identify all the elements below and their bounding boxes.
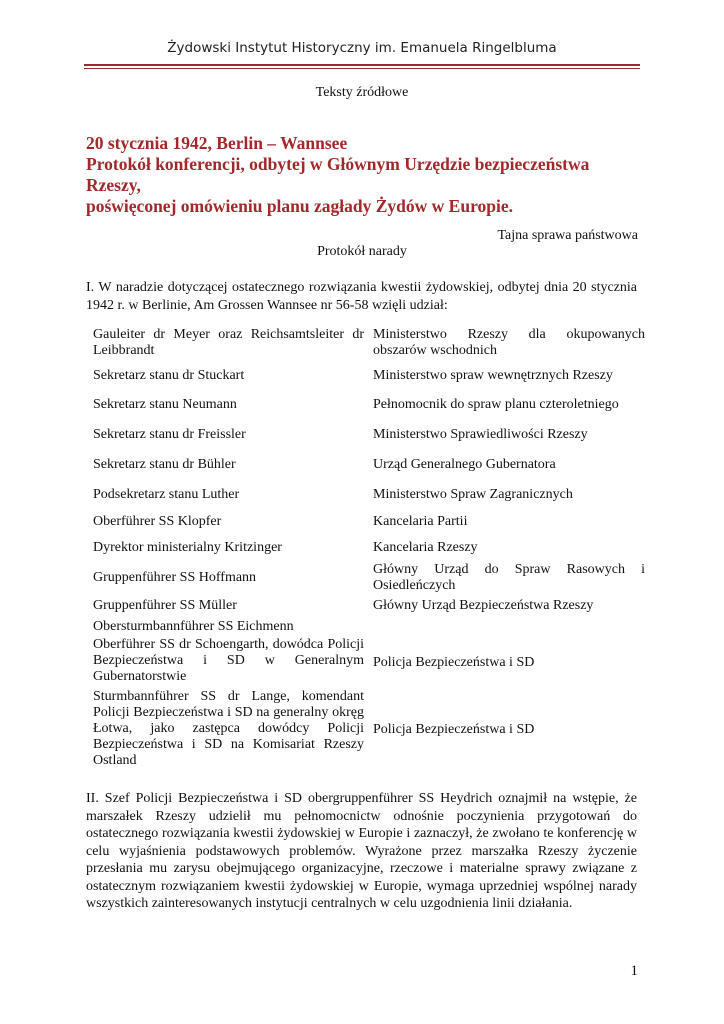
participant-person: Sturmbannführer SS dr Lange, komendant Policji Bezpieczeństwa i SD na generalny okręg Łotwa, jako zastępca dowódcy Policji Bezpieczeństwa i SD na Komisariat Rzeszy Ostland [93, 689, 364, 768]
participant-person: Podsekretarz stanu Luther [93, 487, 240, 502]
title-line-1: 20 stycznia 1942, Berlin – Wannsee [86, 133, 348, 153]
participant-person: Gruppenführer SS Hoffmann [93, 570, 257, 585]
protocol-title: Protokół narady [317, 244, 407, 259]
participant-person: Sekretarz stanu Neumann [93, 397, 237, 412]
participant-person: Dyrektor ministerialny Kritzinger [93, 540, 282, 555]
paragraph-2: II. Szef Policji Bezpieczeństwa i SD obergruppenführer SS Heydrich oznajmił na wstępie, że marszałek Rzeszy udzielił mu pełnomocnictw odnośnie poczynienia przygotowań do ostatecznego rozwiązania kwestii żydowskiej w Europie i zaznaczył, że zwołano te konferencję w celu wyjaśnienia podstawowych problemów. Wyrażone przez marszałka Rzeszy życzenie przesłania mu zarysu obejmującego organizacyjne, rzeczowe i materialne sprawy związane z ostatecznym rozwiązaniem kwestii żydowskiej w Europie, wymaga uprzedniej wspólnej narady wszystkich zainteresowanych instytucji centralnych w celu uzgodnienia linii działania. [86, 791, 637, 911]
title-line-2: Protokół konferencji, odbytej w Głównym Urzędzie bezpieczeństwa Rzeszy, [86, 154, 590, 195]
participant-office: Kancelaria Partii [373, 514, 468, 529]
participant-person: Obersturmbannführer SS Eichmenn [93, 619, 294, 634]
participant-office: Policja Bezpieczeństwa i SD [373, 722, 535, 737]
participant-office: Ministerstwo Spraw Zagranicznych [373, 487, 573, 502]
secret-label: Tajna sprawa państwowa [497, 228, 638, 243]
participant-person: Gruppenführer SS Müller [93, 598, 237, 613]
participant-office: Urząd Generalnego Gubernatora [373, 457, 556, 472]
participant-office: Kancelaria Rzeszy [373, 540, 478, 555]
participant-person: Sekretarz stanu dr Stuckart [93, 368, 245, 383]
title-line-3: poświęconej omówieniu planu zagłady Żydów w Europie. [86, 196, 514, 216]
paragraph-1: I. W naradzie dotyczącej ostatecznego rozwiązania kwestii żydowskiej, odbytej dnia 20 stycznia 1942 r. w Berlinie, Am Grossen Wannsee nr 56-58 wzięli udział: [86, 280, 637, 313]
participant-person: Oberführer SS Klopfer [93, 514, 222, 529]
participant-office: Ministerstwo spraw wewnętrznych Rzeszy [373, 368, 613, 383]
participant-office: Główny Urząd do Spraw Rasowych i Osiedleńczych [373, 562, 645, 593]
institute-header: Żydowski Instytut Historyczny im. Emanuela Ringelbluma [167, 40, 557, 56]
section-subtitle: Teksty źródłowe [315, 85, 409, 100]
page-number: 1 [630, 963, 638, 979]
participant-person: Sekretarz stanu dr Bühler [93, 457, 236, 472]
header-rule-thick [84, 64, 640, 66]
participant-office: Ministerstwo Sprawiedliwości Rzeszy [373, 427, 588, 442]
participant-office: Główny Urząd Bezpieczeństwa Rzeszy [373, 598, 594, 613]
participant-person: Gauleiter dr Meyer oraz Reichsamtsleiter dr Leibbrandt [93, 327, 364, 358]
participant-office: Ministerstwo Rzeszy dla okupowanych obszarów wschodnich [373, 327, 645, 358]
participant-person: Sekretarz stanu dr Freissler [93, 427, 246, 442]
document-title [86, 133, 646, 217]
participant-office: Pełnomocnik do spraw planu czteroletniego [373, 397, 619, 412]
participant-person: Oberführer SS dr Schoengarth, dowódca Policji Bezpieczeństwa i SD w Generalnym Gubernatorstwie [93, 637, 364, 684]
header-rule-thin [84, 68, 640, 69]
participant-office: Policja Bezpieczeństwa i SD [373, 655, 535, 670]
